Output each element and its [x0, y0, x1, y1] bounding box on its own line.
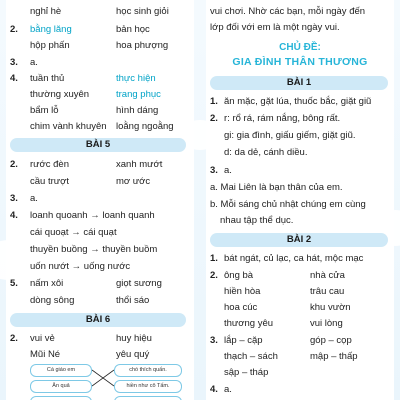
answer-text: dòng sông: [30, 295, 75, 306]
match-lines: [92, 364, 114, 400]
answer-text: gi: gia đình, giấu giếm, giặt giũ.: [224, 130, 356, 141]
answer-text: r: rổ rá, rám nắng, bông rất.: [224, 113, 341, 124]
answer-text: góp – cọp: [310, 335, 352, 346]
answer-text: thạch – sách: [224, 351, 278, 362]
answer-text: uốn nướt → uống nước: [30, 261, 131, 272]
answer-text: thổi sáo: [116, 295, 150, 306]
match-box: [114, 396, 182, 400]
question-number: 4.: [10, 73, 18, 84]
match-box: chó thích quấn.: [114, 364, 182, 377]
answer-text: giọt sương: [116, 278, 162, 289]
answer-text: trâu cau: [310, 286, 345, 297]
question-number: 1.: [210, 253, 218, 264]
answer-text: a.: [30, 57, 38, 68]
answer-text: thương yêu: [224, 318, 274, 329]
answer-text: a. Mai Liên là bạn thân của em.: [210, 182, 343, 193]
question-number: 3.: [210, 335, 218, 346]
answer-text: a.: [224, 165, 232, 176]
answer-text: sập – tháp: [224, 367, 269, 378]
answer-text: thuyền buồng → thuyền buồm: [30, 244, 158, 255]
answer-text: học sinh giỏi: [116, 6, 169, 17]
answer-text: yêu quý: [116, 349, 150, 360]
question-number: 2.: [10, 24, 18, 35]
answer-text: huy hiệu: [116, 333, 152, 344]
question-number: 2.: [10, 333, 18, 344]
match-box: hiền như cô Tấm.: [114, 380, 182, 393]
question-number: 1.: [210, 96, 218, 107]
answer-text: hoa phượng: [116, 40, 169, 51]
answer-text: hoa cúc: [224, 302, 258, 313]
answer-text: loanh quoanh → loanh quanh: [30, 210, 155, 221]
answer-text: lớp đối với em là một ngày vui.: [210, 22, 340, 33]
answer-text: vui chơi. Nhờ các bạn, mỗi ngày đến: [210, 6, 366, 17]
answer-text: chim vành khuyên: [30, 121, 107, 132]
answer-text: a.: [224, 384, 232, 395]
section-header-bai6: BÀI 6: [10, 313, 186, 327]
answer-text: hộp phấn: [30, 40, 70, 51]
answer-text: b. Mỗi sáng chủ nhật chúng em cùng: [210, 199, 366, 210]
answer-text: d: da dẻ, cánh diều.: [224, 147, 308, 158]
theme-title: GIA ĐÌNH THÂN THƯƠNG: [232, 56, 368, 68]
answer-text: vui lòng: [310, 318, 343, 329]
question-number: 4.: [10, 210, 18, 221]
answer-text: ăn mặc, gặt lúa, thuốc bắc, giặt giũ: [224, 96, 372, 107]
answer-text: khu vườn: [310, 302, 351, 313]
answer-text: mập – thấp: [310, 351, 358, 362]
question-number: 2.: [210, 113, 218, 124]
question-number: 2.: [210, 270, 218, 281]
answer-text: mơ ước: [116, 176, 151, 187]
section-header-bai5: BÀI 5: [10, 138, 186, 152]
theme-label: CHỦ ĐỀ:: [279, 42, 321, 53]
question-number: 3.: [10, 193, 18, 204]
section-header-bai2: BÀI 2: [210, 233, 388, 247]
answer-text: ông bà: [224, 270, 254, 281]
answer-text: vui vẻ: [30, 333, 55, 344]
answer-text: xanh mướt: [116, 159, 163, 170]
match-box: Cá giáo em: [30, 364, 92, 377]
answer-text: nhau tập thể dục.: [220, 215, 294, 226]
answer-text: Mũi Né: [30, 349, 61, 360]
right-column: [206, 0, 394, 400]
match-box: [30, 396, 92, 400]
answer-text: cái quoạt → cái quạt: [30, 227, 117, 238]
answer-text: loằng ngoằng: [116, 121, 174, 132]
answer-text: bằng lăng: [30, 24, 72, 35]
answer-text: a.: [30, 193, 38, 204]
answer-text: thường xuyên: [30, 89, 90, 100]
answer-text: bẩm lỗ: [30, 105, 59, 116]
question-number: 5.: [10, 278, 18, 289]
answer-text: tuần thủ: [30, 73, 65, 84]
question-number: 3.: [210, 165, 218, 176]
answer-text: nhà cửa: [310, 270, 345, 281]
answer-text: rước đèn: [30, 159, 69, 170]
answer-text: thực hiện: [116, 73, 156, 84]
answer-text: lắp – cặp: [224, 335, 263, 346]
question-number: 4.: [210, 384, 218, 395]
answer-text: hình dáng: [116, 105, 159, 116]
question-number: 2.: [10, 159, 18, 170]
answer-text: hiền hòa: [224, 286, 261, 297]
answer-text: nấm xôi: [30, 278, 64, 289]
answer-text: trang phục: [116, 89, 161, 100]
section-header-bai1: BÀI 1: [210, 76, 388, 90]
question-number: 3.: [10, 57, 18, 68]
left-column: [6, 0, 194, 400]
answer-text: bản học: [116, 24, 150, 35]
answer-text: nghỉ hè: [30, 6, 62, 17]
answer-text: cầu trượt: [30, 176, 69, 187]
match-box: Ăn quả: [30, 380, 92, 393]
answer-text: bát ngát, củ lạc, ca hát, mộc mạc: [224, 253, 364, 264]
